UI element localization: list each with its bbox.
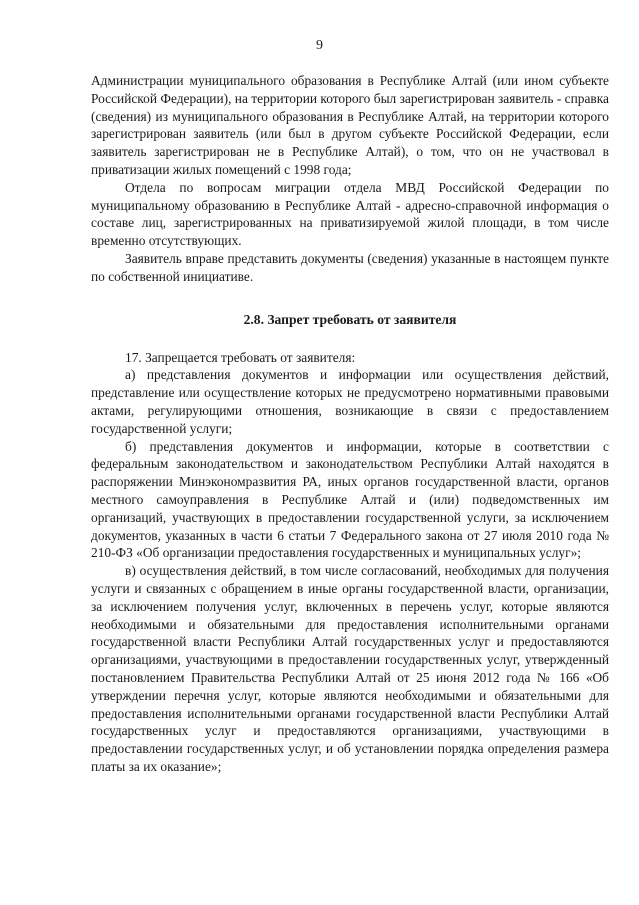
item-17-subitem-v: в) осуществления действий, в том числе согласований, необходимых для получения услуги и связанных с обращением в иные органы государственной власти, организации, за исключением получения услуг, включенных в перечень услуг, которые являются необходимыми и обязательными для предоставления исполнительными органами государственной власти Республики Алтай государственных услуг и предоставляются организациями, участвующими в предоставлении государственных услуг, утвержденный постановлением Правительства Республики Алтай от 25 июня 2012 года № 166 «Об утверждении перечня услуг, которые являются необходимыми и обязательными для предоставления исполнительными органами государственной власти Республики Алтай государственных услуг и предоставляются организациями, участвующими в предоставлении государственных услуг, и об установлении порядка определения размера платы за их оказание»; <box>91 563 609 774</box>
item-17-subitem-b: б) представления документов и информации, которые в соответствии с федеральным законодательством и законодательством Республики Алтай находятся в распоряжении Минэкономразвития РА, иных органов государственной власти, органов местного самоуправления в Республике Алтай и (или) подведомственных им организаций, участвующих в предоставлении государственной услуги, за исключением документов, указанных в части 6 статьи 7 Федерального закона от 27 июля 2010 года № 210-ФЗ «Об организации предоставления государственных и муниципальных услуг»; <box>91 438 609 561</box>
paragraph-administration-certificate: Администрации муниципального образования в Республике Алтай (или ином субъекте Российской Федерации), на территории которого был зарегистрирован заявитель - справка (сведения) из муниципального образования в Республике Алтай, на территории которого зарегистрирован заявитель (или был в другом субъекте Российской Федерации, если заявитель зарегистрирован не в Республике Алтай), о том, что он не участвовал в приватизации жилых помещений с 1998 года; <box>91 73 609 177</box>
section-heading: 2.8. Запрет требовать от заявителя <box>243 311 457 327</box>
item-17-subitem-a: а) представления документов и информации или осуществления действий, представление или осуществление которых не предусмотрено нормативными правовыми актами, регулирующими отношения, возникающие в связи с предоставлением государственной услуги; <box>91 367 609 436</box>
document-body <box>91 72 609 776</box>
paragraph-migration-department: Отдела по вопросам миграции отдела МВД Российской Федерации по муниципальному образованию в Республике Алтай - адресно-справочной информация о составе лиц, зарегистрированных на приватизируемой жилой площади, в том числе временно отсутствующих. <box>91 179 609 249</box>
paragraph-applicant-initiative: Заявитель вправе представить документы (сведения) указанные в настоящем пункте по собственной инициативе. <box>91 250 609 284</box>
page-number: 9 <box>316 38 323 53</box>
item-17-intro: 17. Запрещается требовать от заявителя: <box>125 349 356 365</box>
